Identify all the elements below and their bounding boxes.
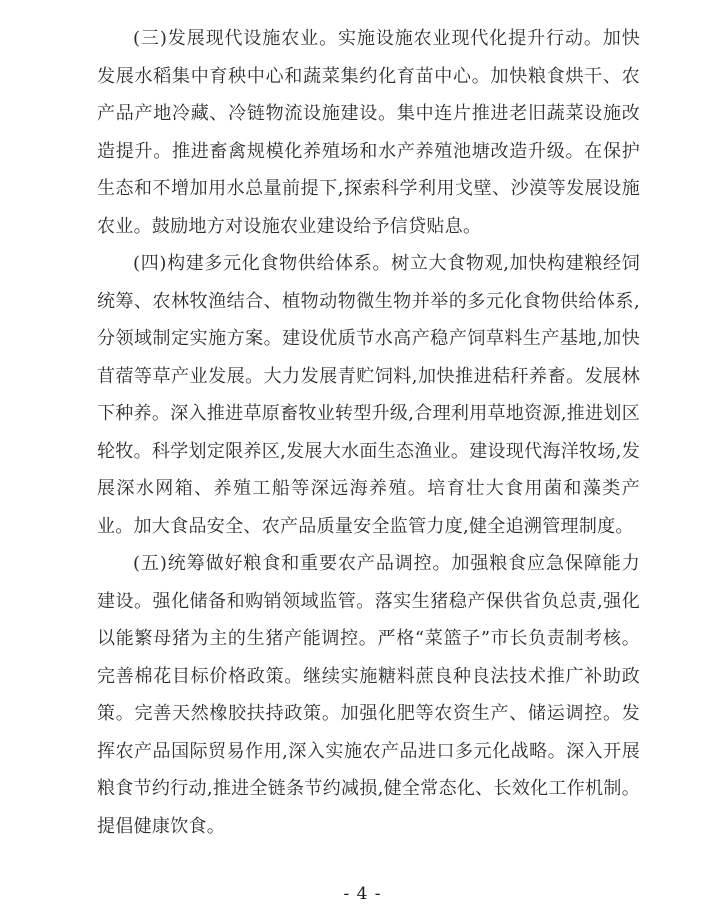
paragraph-section-3: (三)发展现代设施农业。实施设施农业现代化提升行动。加快发展水稻集中育秧中心和蔬菜集约化育苗中心。加快粮食烘干、农产品产地冷藏、冷链物流设施建设。集中连片推进老旧蔬菜设施改造提升。推进畜禽规模化养殖场和水产养殖池塘改造升级。在保护生态和不增加用水总量前提下,探索科学利用戈壁、沙漠等发展设施农业。鼓励地方对设施农业建设给予信贷贴息。 bbox=[97, 28, 640, 237]
paragraph-section-4: (四)构建多元化食物供给体系。树立大食物观,加快构建粮经饲统筹、农林牧渔结合、植物动物微生物并举的多元化食物供给体系,分领域制定实施方案。建设优质节水高产稳产饲草料生产基地,加快苜蓿等草产业发展。大力发展青贮饲料,加快推进秸秆养畜。发展林下种养。深入推进草原畜牧业转型升级,合理利用草地资源,推进划区轮牧。科学划定限养区,发展大水面生态渔业。建设现代海洋牧场,发展深水网箱、养殖工船等深远海养殖。培育壮大食用菌和藻类产业。加大食品安全、农产品质量安全监管力度,健全追溯管理制度。 bbox=[97, 253, 640, 537]
paragraph-section-5: (五)统筹做好粮食和重要农产品调控。加强粮食应急保障能力建设。强化储备和购销领域监管。落实生猪稳产保供省负总责,强化以能繁母猪为主的生猪产能调控。严格“菜篮子”市长负责制考核。完善棉花目标价格政策。继续实施糖料蔗良种良法技术推广补助政策。完善天然橡胶扶持政策。加强化肥等农资生产、储运调控。发挥农产品国际贸易作用,深入实施农产品进口多元化战略。深入开展粮食节约行动,推进全链条节约减损,健全常态化、长效化工作机制。提倡健康饮食。 bbox=[97, 553, 640, 837]
document-body bbox=[97, 20, 640, 845]
page-number: - 4 - bbox=[343, 884, 382, 904]
